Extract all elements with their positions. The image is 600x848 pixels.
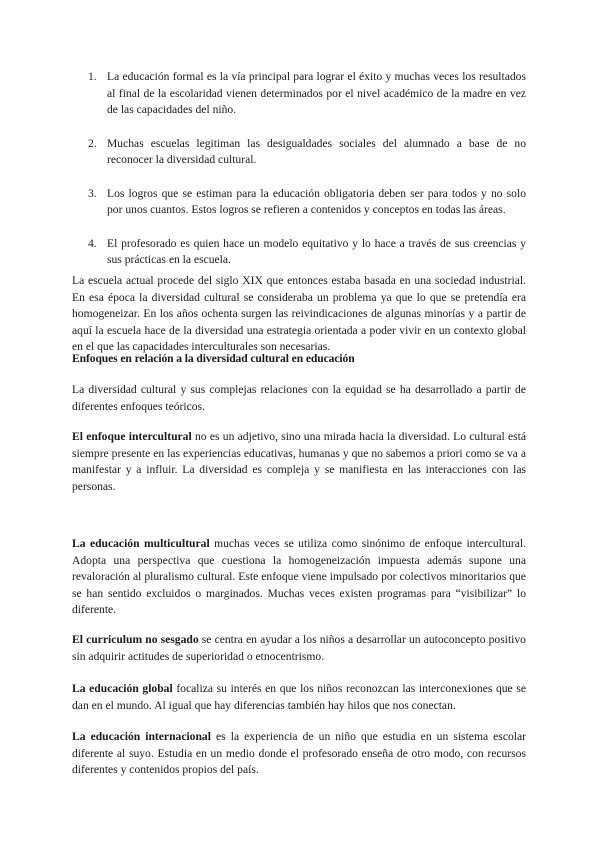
approach-paragraph-international <box>72 729 526 779</box>
approach-term: La educación internacional <box>72 730 211 743</box>
intro-paragraph: La escuela actual procede del siglo XIX que entonces estaba basada en una sociedad industrial. En esa época la diversidad cultural se consideraba un problema ya que lo que se pretendía era homogeneizar. En los años ochenta surgen las reivindicaciones de algunas minorías y a partir de aquí la escuela hace de la diversidad una estrategia orientada a poder vivir en un contexto global en el que las capacidades interculturales son necesarias. <box>72 274 526 353</box>
approach-paragraph-intercultural <box>72 429 526 495</box>
list-text: La educación formal es la vía principal para lograr el éxito y muchas veces los resultados al final de la escolaridad vienen determinados por el nivel académico de la madre en vez de las capacidades del niño. <box>107 70 526 116</box>
approach-text: focaliza su interés en que los niños reconozcan las interconexiones que se dan en el mundo. Al igual que hay diferencias también hay hilos que nos conectan. <box>72 682 526 712</box>
approach-paragraph-curriculum <box>72 632 526 665</box>
approach-text: se centra en ayudar a los niños a desarrollar un autoconcepto positivo sin adquirir actitudes de superioridad o etnocentrismo. <box>72 633 526 663</box>
approach-text: muchas veces se utiliza como sinónimo de enfoque intercultural. Adopta una perspectiva que cuestiona la homogeneización impuesta además supone una revaloración al pluralismo cultural. Este enfoque viene impulsado por colectivos minoritarios que se han sentido excluidos o marginados. Muchas veces existen programas para “visibilizar” lo diferente. <box>72 537 526 616</box>
approach-paragraph-multicultural <box>72 536 526 619</box>
section-intro-paragraph: La diversidad cultural y sus complejas relaciones con la equidad se ha desarrollado a partir de diferentes enfoques teóricos. <box>72 383 526 413</box>
numbered-list <box>88 69 526 286</box>
approach-term: El enfoque intercultural <box>72 430 192 443</box>
approach-text: no es un adjetivo, sino una mirada hacia la diversidad. Lo cultural está siempre presente en las experiencias educativas, humanas y que no sabemos a priori como se va a manifestar y a influir. La diversidad es compleja y se manifiesta en las interacciones con las personas. <box>72 430 526 493</box>
list-text: El profesorado es quien hace un modelo equitativo y lo hace a través de sus creencias y sus prácticas en la escuela. <box>107 236 526 266</box>
approach-term: La educación multicultural <box>72 537 210 550</box>
approach-paragraph-global <box>72 681 526 714</box>
list-text: Los logros que se estiman para la educación obligatoria deben ser para todos y no solo por unos cuantos. Estos logros se refieren a contenidos y conceptos en todas las áreas. <box>107 186 526 216</box>
list-item <box>88 69 526 119</box>
list-number: 4. <box>88 236 97 250</box>
list-number: 2. <box>88 136 97 150</box>
list-item <box>88 186 526 219</box>
approach-term: El curriculum no sesgado <box>72 633 199 646</box>
list-item <box>88 236 526 269</box>
list-number: 1. <box>88 70 97 83</box>
list-item <box>88 136 526 169</box>
list-number: 3. <box>88 186 97 200</box>
approach-term: La educación global <box>72 682 173 695</box>
approach-text: es la experiencia de un niño que estudia en un sistema escolar diferente al suyo. Estudia en un medio donde el profesorado enseña de otro modo, con recursos diferentes y contenidos propios del país. <box>72 730 526 776</box>
section-heading: Enfoques en relación a la diversidad cultural en educación <box>72 352 355 365</box>
list-text: Muchas escuelas legitiman las desigualdades sociales del alumnado a base de no reconocer la diversidad cultural. <box>107 136 526 166</box>
